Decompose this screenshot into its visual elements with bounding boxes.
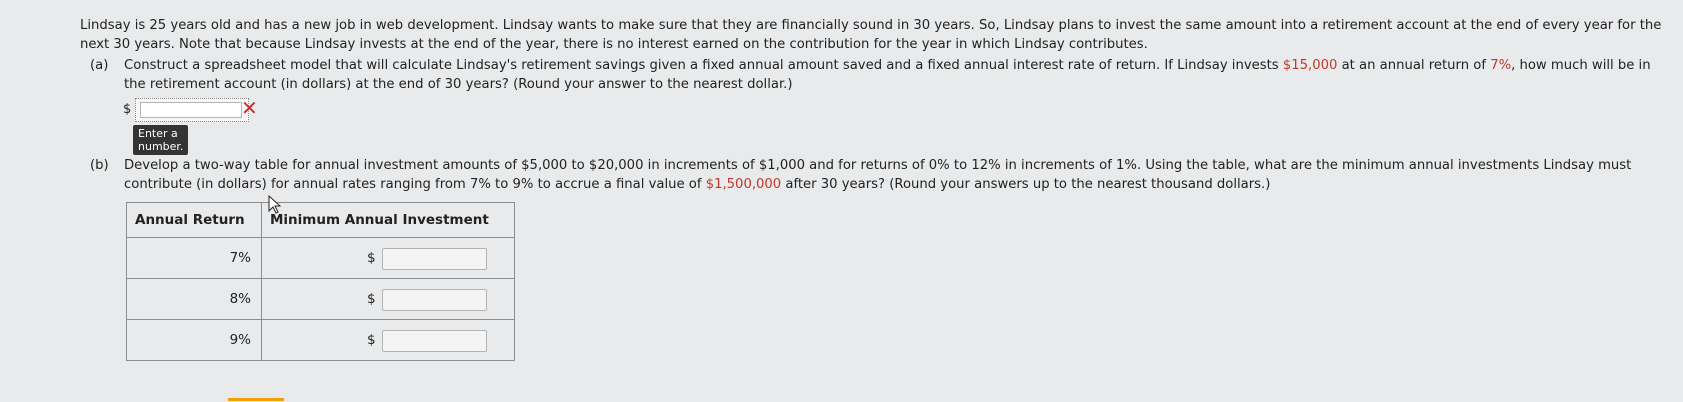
part-a-amount: $15,000 (1282, 58, 1338, 73)
part-a (90, 56, 1670, 94)
rate-cell: 7% (127, 238, 262, 279)
validation-tooltip: Enter a number. (133, 125, 188, 155)
part-a-text-2: at an annual return of (1337, 58, 1491, 73)
focus-indicator (228, 398, 284, 401)
investment-input-7[interactable] (382, 248, 487, 270)
retirement-amount-input[interactable] (135, 98, 249, 122)
investment-cell (262, 320, 515, 361)
mouse-pointer-icon (268, 195, 282, 215)
investment-input-9[interactable] (382, 330, 487, 352)
header-minimum-investment: Minimum Annual Investment (262, 203, 515, 238)
investment-input-8[interactable] (382, 289, 487, 311)
part-b-text-1: Develop a two-way table for annual investment amounts of $5,000 to $20,000 in increments of $1,000 and for returns of 0% to 12% in increments of 1%. Using the table, what are the minimum annual investments Lindsay must contribute (in dollars) for annual rates ranging from 7% to 9% to accrue a final value of (124, 158, 1632, 192)
part-a-label: (a) (90, 58, 109, 73)
part-a-text-3: , how much will be in the retirement account (in dollars) at the end of 30 years? (Round your answer to the nearest dollar.) (124, 58, 1651, 92)
part-a-text-1: Construct a spreadsheet model that will calculate Lindsay's retirement savings given a fixed annual amount saved and a fixed annual interest rate of return. If Lindsay invests (124, 58, 1283, 73)
investment-cell (262, 279, 515, 320)
part-b-label: (b) (90, 158, 109, 173)
part-b-question (124, 156, 1670, 194)
part-a-question (124, 56, 1670, 94)
rate-cell: 8% (127, 279, 262, 320)
problem-intro: Lindsay is 25 years old and has a new job in web development. Lindsay wants to make sure that they are financially sound in 30 years. So, Lindsay plans to invest the same amount into a retirement account at the end of every year for the next 30 years. Note that because Lindsay invests at the end of the year, there is no interest earned on the contribution for the year in which Lindsay contributes. (80, 18, 1662, 52)
part-b-text-2: after 30 years? (Round your answers up to the nearest thousand dollars.) (781, 177, 1271, 192)
retirement-amount-field[interactable] (140, 102, 242, 118)
currency-label: $ (123, 102, 132, 117)
investment-table (126, 202, 515, 361)
part-b-final-value: $1,500,000 (705, 177, 782, 192)
table-row (127, 238, 515, 279)
table-row (127, 279, 515, 320)
table-header-row (127, 203, 515, 238)
rate-cell: 9% (127, 320, 262, 361)
currency-label: $ (367, 332, 376, 348)
currency-label: $ (367, 250, 376, 266)
part-b (90, 156, 1670, 194)
table-row (127, 320, 515, 361)
investment-cell (262, 238, 515, 279)
header-annual-return: Annual Return (127, 203, 262, 238)
part-a-rate: 7% (1490, 58, 1512, 73)
close-icon: ✕ (241, 96, 258, 120)
currency-label: $ (367, 291, 376, 307)
